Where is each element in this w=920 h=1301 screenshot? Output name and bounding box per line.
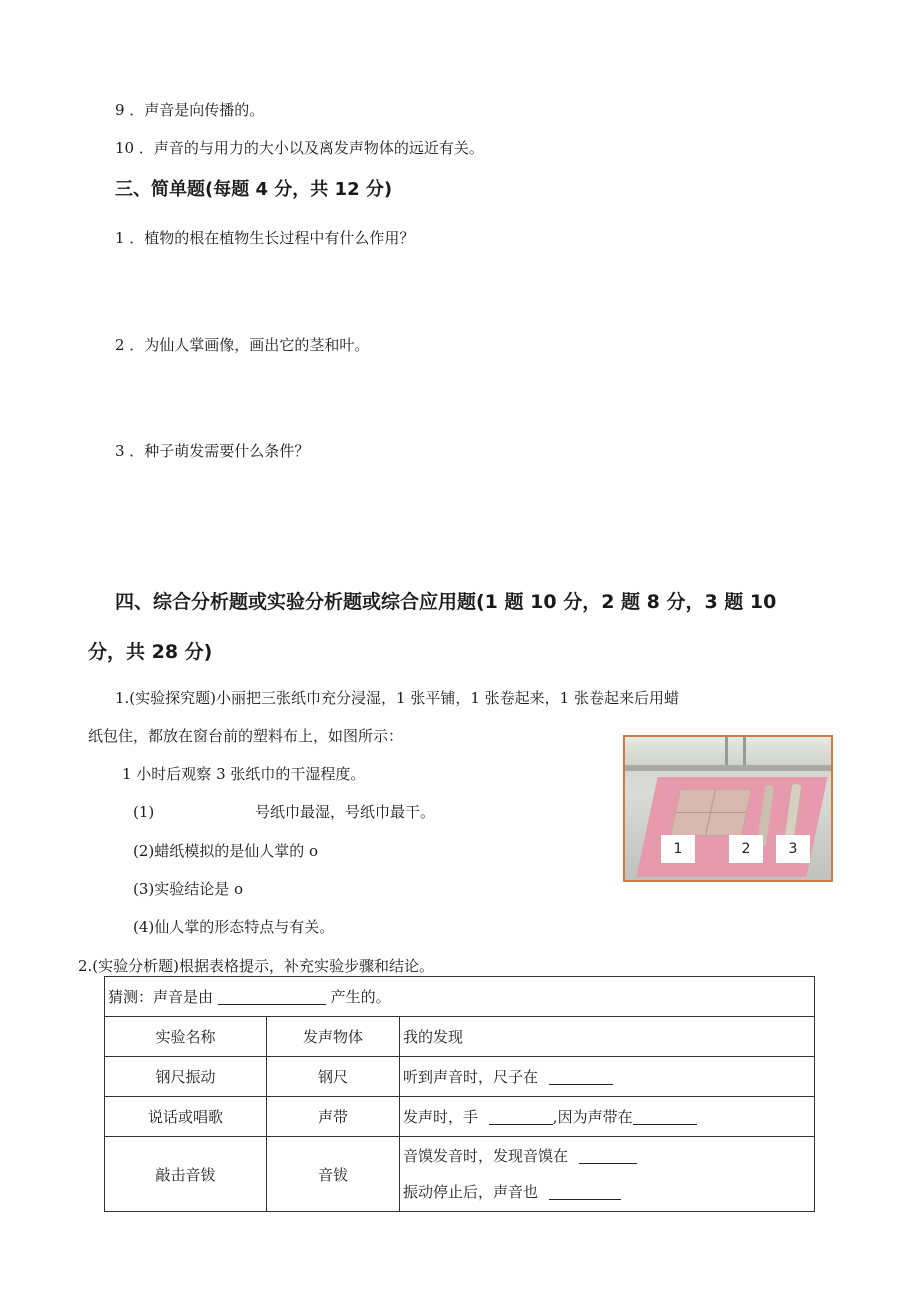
photo-window-frame [725,737,728,767]
table-cell-name: 说话或唱歌 [105,1097,267,1137]
table-header-row [105,1017,815,1057]
q1-line3: 1 小时后观察 3 张纸巾的干湿程度。 [122,765,366,783]
q1-line2: 纸包住，都放在窗台前的塑料布上，如图所示： [88,727,404,745]
table-header: 发声物体 [267,1017,400,1057]
q1-sub3: (3)实验结论是 o [133,880,244,898]
answer-blank[interactable] [489,1108,553,1125]
photo-label-1: 1 [661,835,695,863]
fill-item-9: 9 ．声音是向传播的。 [115,101,265,119]
q1-sub1-number: (1) [133,803,155,821]
answer-blank[interactable] [579,1147,637,1164]
table-row [105,1137,815,1212]
q1-sub4: (4)仙人掌的形态特点与有关。 [133,918,335,936]
photo-label-2: 2 [729,835,763,863]
photo-label-3: 3 [776,835,810,863]
table-row [105,1057,815,1097]
table-header: 我的发现 [400,1017,815,1057]
answer-blank[interactable] [549,1068,613,1085]
table-cell-object: 音钹 [267,1137,400,1212]
section3-question-2: 2 ．为仙人掌画像，画出它的茎和叶。 [115,336,370,354]
table-cell-name: 钢尺振动 [105,1057,267,1097]
photo-window-frame [743,737,746,767]
answer-blank[interactable] [549,1183,621,1200]
table-cell-object: 钢尺 [267,1057,400,1097]
section3-question-1: 1 ．植物的根在植物生长过程中有什么作用？ [115,229,415,247]
table-row [105,977,815,1017]
table-row [105,1097,815,1137]
section4-title-line1: 四、综合分析题或实验分析题或综合应用题(1 题 10 分，2 题 8 分，3 题 10 [115,591,777,613]
fill-item-10: 10 ．声音的与用力的大小以及离发声物体的远近有关。 [115,139,484,157]
experiment-photo [623,735,833,882]
experiment-table [104,976,815,1212]
section3-title: 三、简单题(每题 4 分，共 12 分) [115,179,393,200]
finding-text: 振动停止后，声音也 [403,1183,539,1201]
table-cell-finding [400,1137,815,1212]
finding-text: 音馍发音时，发现音馍在 [403,1147,569,1165]
finding-text: 发声时，手 [403,1108,479,1126]
answer-blank[interactable] [218,988,326,1005]
q1-sub2: (2)蜡纸模拟的是仙人掌的 o [133,842,319,860]
table-cell-finding [400,1057,815,1097]
finding-text: ,因为声带在 [552,1108,633,1126]
q1-sub1-text: 号纸巾最湿，号纸巾最干。 [255,803,436,821]
q2-intro: 2.(实验分析题)根据表格提示，补充实验步骤和结论。 [78,957,435,975]
photo-window-sill [625,765,831,771]
table-cell-name: 敲击音钹 [105,1137,267,1212]
photo-flat-towel [670,789,752,836]
guess-prefix: 猜测：声音是由 [108,988,214,1006]
guess-cell [105,977,815,1017]
table-cell-finding [400,1097,815,1137]
section4-title-line2: 分，共 28 分) [88,641,213,663]
answer-blank[interactable] [633,1108,697,1125]
table-cell-object: 声带 [267,1097,400,1137]
table-header: 实验名称 [105,1017,267,1057]
finding-text: 听到声音时，尺子在 [403,1068,539,1086]
section3-question-3: 3 ．种子萌发需要什么条件？ [115,442,310,460]
q1-line1: 1.(实验探究题)小丽把三张纸巾充分浸湿，1 张平铺，1 张卷起来，1 张卷起来后用蜡 [115,689,679,707]
guess-suffix: 产生的。 [330,988,391,1006]
photo-window [625,737,831,767]
